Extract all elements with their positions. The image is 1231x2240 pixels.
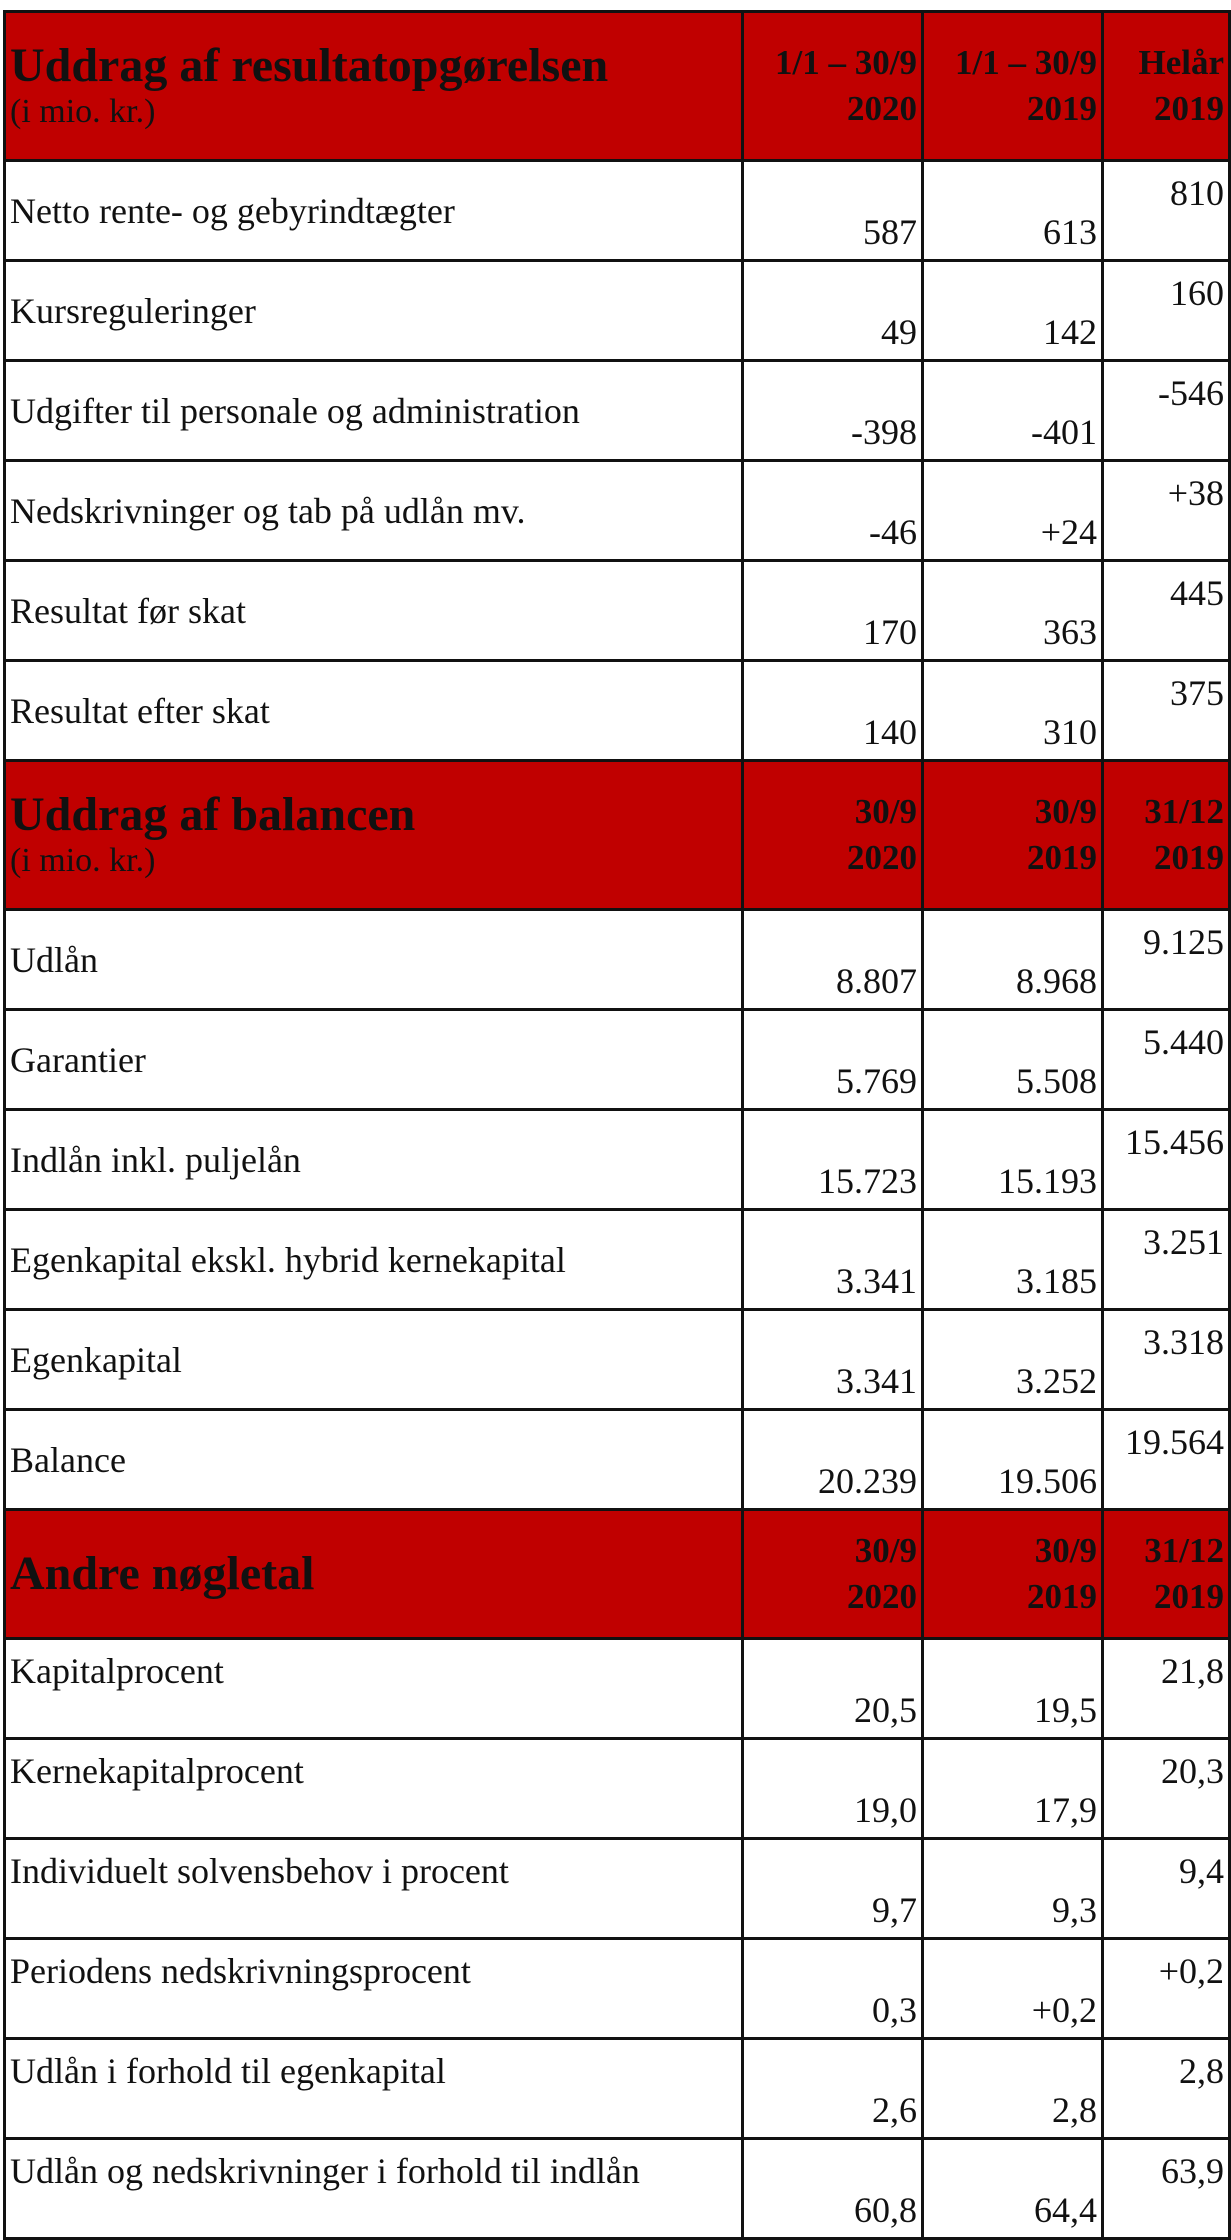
value-cell: 2,8: [1103, 2039, 1230, 2139]
value-cell: +0,2: [923, 1939, 1103, 2039]
value-cell: 19,0: [743, 1739, 923, 1839]
table-row: [5, 1210, 1230, 1310]
column-header: 1/1 – 30/9 2020: [743, 12, 923, 161]
value-cell: 49: [743, 261, 923, 361]
value-cell: -546: [1103, 361, 1230, 461]
value-cell: 15.456: [1103, 1110, 1230, 1210]
value-cell: 375: [1103, 661, 1230, 761]
value-cell: 3.341: [743, 1310, 923, 1410]
table-row: [5, 1639, 1230, 1739]
value-cell: 445: [1103, 561, 1230, 661]
section-unit: (i mio. kr.): [10, 842, 156, 879]
value-cell: 15.193: [923, 1110, 1103, 1210]
value-cell: 60,8: [743, 2139, 923, 2239]
value-cell: -401: [923, 361, 1103, 461]
value-cell: 15.723: [743, 1110, 923, 1210]
value-cell: 2,6: [743, 2039, 923, 2139]
table-row: [5, 1410, 1230, 1510]
table-row: [5, 661, 1230, 761]
value-cell: 363: [923, 561, 1103, 661]
value-cell: 613: [923, 161, 1103, 261]
value-cell: 170: [743, 561, 923, 661]
table-row: [5, 1939, 1230, 2039]
table-row: [5, 161, 1230, 261]
table-row: [5, 261, 1230, 361]
column-header: Helår 2019: [1103, 12, 1230, 161]
table-row: [5, 361, 1230, 461]
row-label: Individuelt solvensbehov i procent: [5, 1839, 743, 1939]
value-cell: 17,9: [923, 1739, 1103, 1839]
key-figures-document: [3, 10, 1228, 2240]
table-row: [5, 1010, 1230, 1110]
column-header: 30/9 2020: [743, 1510, 923, 1639]
row-label: Periodens nedskrivningsprocent: [5, 1939, 743, 2039]
value-cell: 142: [923, 261, 1103, 361]
table-row: [5, 2139, 1230, 2239]
value-cell: 19.506: [923, 1410, 1103, 1510]
table-row: [5, 1110, 1230, 1210]
value-cell: 20,3: [1103, 1739, 1230, 1839]
section-header-balance: [5, 761, 1230, 910]
value-cell: -398: [743, 361, 923, 461]
value-cell: 810: [1103, 161, 1230, 261]
column-header: 30/9 2020: [743, 761, 923, 910]
row-label: Netto rente- og gebyrindtægter: [5, 161, 743, 261]
section-title: Uddrag af resultatopgørelsen: [10, 39, 609, 92]
row-label: Udlån i forhold til egenkapital: [5, 2039, 743, 2139]
column-header: 31/12 2019: [1103, 761, 1230, 910]
value-cell: 19.564: [1103, 1410, 1230, 1510]
value-cell: 3.185: [923, 1210, 1103, 1310]
row-label: Udgifter til personale og administration: [5, 361, 743, 461]
value-cell: 2,8: [923, 2039, 1103, 2139]
value-cell: 587: [743, 161, 923, 261]
row-label: Udlån og nedskrivninger i forhold til indlån: [5, 2139, 743, 2239]
value-cell: 310: [923, 661, 1103, 761]
value-cell: 19,5: [923, 1639, 1103, 1739]
value-cell: 9,3: [923, 1839, 1103, 1939]
value-cell: 5.769: [743, 1010, 923, 1110]
value-cell: 3.252: [923, 1310, 1103, 1410]
row-label: Resultat efter skat: [5, 661, 743, 761]
section-title-cell: [5, 1510, 743, 1639]
value-cell: 3.251: [1103, 1210, 1230, 1310]
row-label: Kursreguleringer: [5, 261, 743, 361]
value-cell: 20.239: [743, 1410, 923, 1510]
value-cell: +0,2: [1103, 1939, 1230, 2039]
value-cell: 64,4: [923, 2139, 1103, 2239]
table-row: [5, 910, 1230, 1010]
value-cell: +24: [923, 461, 1103, 561]
column-header: 1/1 – 30/9 2019: [923, 12, 1103, 161]
table-row: [5, 2039, 1230, 2139]
section-title: Andre nøgletal: [10, 1547, 315, 1600]
value-cell: 8.807: [743, 910, 923, 1010]
table-row: [5, 461, 1230, 561]
section-header-income: [5, 12, 1230, 161]
value-cell: 9,7: [743, 1839, 923, 1939]
row-label: Garantier: [5, 1010, 743, 1110]
row-label: Egenkapital ekskl. hybrid kernekapital: [5, 1210, 743, 1310]
value-cell: 3.318: [1103, 1310, 1230, 1410]
value-cell: 160: [1103, 261, 1230, 361]
row-label: Nedskrivninger og tab på udlån mv.: [5, 461, 743, 561]
table-row: [5, 561, 1230, 661]
value-cell: 8.968: [923, 910, 1103, 1010]
key-figures-table: [3, 10, 1231, 2240]
value-cell: 5.508: [923, 1010, 1103, 1110]
section-header-key-ratios: [5, 1510, 1230, 1639]
table-row: [5, 1739, 1230, 1839]
value-cell: 9.125: [1103, 910, 1230, 1010]
section-title: Uddrag af balancen: [10, 788, 416, 841]
row-label: Kapitalprocent: [5, 1639, 743, 1739]
column-header: 30/9 2019: [923, 761, 1103, 910]
value-cell: 5.440: [1103, 1010, 1230, 1110]
row-label: Udlån: [5, 910, 743, 1010]
section-unit: (i mio. kr.): [10, 93, 156, 130]
value-cell: 63,9: [1103, 2139, 1230, 2239]
value-cell: 9,4: [1103, 1839, 1230, 1939]
value-cell: 21,8: [1103, 1639, 1230, 1739]
table-row: [5, 1310, 1230, 1410]
row-label: Balance: [5, 1410, 743, 1510]
section-title-cell: [5, 761, 743, 910]
column-header: 30/9 2019: [923, 1510, 1103, 1639]
value-cell: -46: [743, 461, 923, 561]
row-label: Resultat før skat: [5, 561, 743, 661]
value-cell: 20,5: [743, 1639, 923, 1739]
value-cell: 0,3: [743, 1939, 923, 2039]
row-label: Kernekapitalprocent: [5, 1739, 743, 1839]
value-cell: +38: [1103, 461, 1230, 561]
value-cell: 3.341: [743, 1210, 923, 1310]
row-label: Egenkapital: [5, 1310, 743, 1410]
value-cell: 140: [743, 661, 923, 761]
section-title-cell: [5, 12, 743, 161]
table-row: [5, 1839, 1230, 1939]
row-label: Indlån inkl. puljelån: [5, 1110, 743, 1210]
column-header: 31/12 2019: [1103, 1510, 1230, 1639]
